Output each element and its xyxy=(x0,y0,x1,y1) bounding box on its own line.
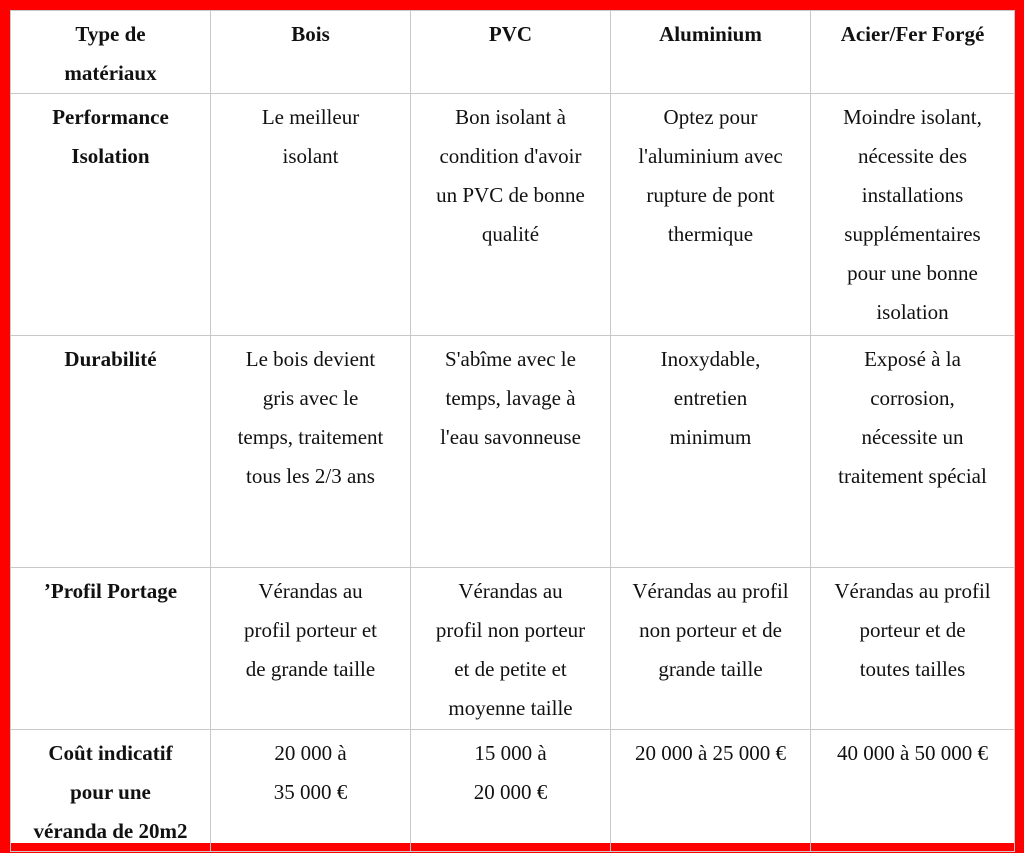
table-cell: Le bois devient gris avec le temps, traitement tous les 2/3 ans xyxy=(211,336,411,568)
header-bois: Bois xyxy=(211,11,411,94)
table-row xyxy=(11,568,1015,730)
table-row xyxy=(11,730,1015,852)
table-cell: Vérandas au profil non porteur et de grande taille xyxy=(611,568,811,730)
table-cell: Le meilleur isolant xyxy=(211,94,411,336)
table-cell: 40 000 à 50 000 € xyxy=(811,730,1015,852)
table-cell: 20 000 à 25 000 € xyxy=(611,730,811,852)
table-cell: Vérandas au profil non porteur et de petite et moyenne taille xyxy=(411,568,611,730)
row-label-durabilite: Durabilité xyxy=(11,336,211,568)
table-cell: Optez pour l'aluminium avec rupture de pont thermique xyxy=(611,94,811,336)
table-cell: Vérandas au profil porteur et de toutes tailles xyxy=(811,568,1015,730)
row-label-profil: ’Profil Portage xyxy=(11,568,211,730)
row-label-isolation: Performance Isolation xyxy=(11,94,211,336)
table-cell: Inoxydable, entretien minimum xyxy=(611,336,811,568)
table-row xyxy=(11,94,1015,336)
table-cell: 20 000 à 35 000 € xyxy=(211,730,411,852)
header-aluminium: Aluminium xyxy=(611,11,811,94)
table-cell: Vérandas au profil porteur et de grande taille xyxy=(211,568,411,730)
row-label-cout: Coût indicatif pour une véranda de 20m2 xyxy=(11,730,211,852)
table-cell: Bon isolant à condition d'avoir un PVC de bonne qualité xyxy=(411,94,611,336)
table-cell: 15 000 à 20 000 € xyxy=(411,730,611,852)
table-row xyxy=(11,336,1015,568)
table-cell: Exposé à la corrosion, nécessite un traitement spécial xyxy=(811,336,1015,568)
header-acier: Acier/Fer Forgé xyxy=(811,11,1015,94)
header-pvc: PVC xyxy=(411,11,611,94)
header-row xyxy=(11,11,1015,94)
table-cell: Moindre isolant, nécessite des installations supplémentaires pour une bonne isolation xyxy=(811,94,1015,336)
comparison-table xyxy=(10,10,1015,852)
header-material-type: Type de matériaux xyxy=(11,11,211,94)
table-cell: S'abîme avec le temps, lavage à l'eau savonneuse xyxy=(411,336,611,568)
